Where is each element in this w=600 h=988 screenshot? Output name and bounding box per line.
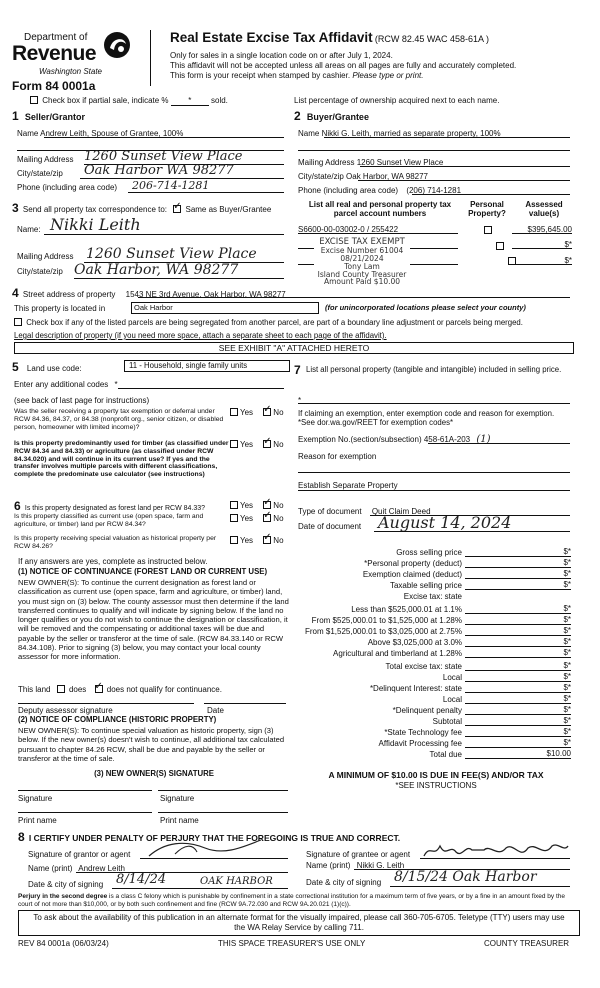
land-does-not-label: does not qualify for continuance. bbox=[106, 685, 222, 694]
s6-q2-no-label: No bbox=[273, 514, 284, 523]
s6-q1: Is this property designated as forest land per RCW 84.33? bbox=[24, 505, 206, 512]
fee-value[interactable]: $* bbox=[465, 738, 571, 748]
grantor-sig-line bbox=[140, 858, 288, 859]
fee-value[interactable] bbox=[465, 591, 571, 601]
fee-label: Gross selling price bbox=[396, 548, 462, 557]
additional-codes-row bbox=[14, 380, 118, 389]
s6-q2: Is this property classified as current use (open space, farm and agriculture, or timber) land per RCW 84.34? bbox=[14, 513, 204, 528]
reason-line-2 bbox=[298, 490, 570, 491]
additional-codes-line bbox=[118, 388, 284, 389]
seller-num: 1 bbox=[12, 109, 19, 123]
grantor-signature-drawing bbox=[145, 836, 265, 860]
personal-property-value[interactable]: * bbox=[298, 396, 302, 405]
land-does-label: does bbox=[68, 685, 87, 694]
correspondence-city-value[interactable]: Oak Harbor, WA 98277 bbox=[74, 262, 239, 278]
grantee-name-label: Name (print) bbox=[306, 861, 351, 870]
form-number: Form 84 0001a bbox=[12, 79, 96, 93]
seller-heading bbox=[12, 110, 85, 124]
s6-q1-yes-checkbox[interactable] bbox=[230, 501, 238, 509]
seller-mailing-value[interactable]: 1260 Sunset View Place bbox=[84, 149, 243, 164]
additional-codes-label: Enter any additional codes bbox=[14, 380, 109, 389]
fee-value[interactable]: $* bbox=[465, 558, 571, 568]
grantor-name-value[interactable]: Andrew Leith bbox=[78, 864, 125, 873]
new-owner-print-line-2 bbox=[158, 812, 288, 813]
form-title-ref: (RCW 82.45 WAC 458-61A ) bbox=[374, 34, 490, 44]
buyer-title: Buyer/Grantee bbox=[306, 112, 369, 122]
fee-value[interactable]: $10.00 bbox=[465, 749, 571, 759]
assessed-value-1-line bbox=[512, 233, 572, 234]
q2-yes-checkbox[interactable] bbox=[230, 440, 238, 448]
buyer-mailing-line bbox=[360, 166, 570, 167]
perjury-note bbox=[18, 893, 578, 909]
s6-q2-yes-label: Yes bbox=[240, 514, 254, 523]
grantor-sig-label: Signature of grantor or agent bbox=[28, 850, 131, 859]
exemption-no-label: Exemption No.(section/subsection) bbox=[298, 435, 422, 444]
fee-label: Subtotal bbox=[432, 717, 462, 726]
seller-phone-value[interactable]: 206-714-1281 bbox=[132, 179, 210, 192]
buyer-phone-value[interactable]: (206) 714-1281 bbox=[406, 186, 462, 195]
correspondence-num: 3 bbox=[12, 201, 19, 215]
certify-text: I CERTIFY UNDER PENALTY OF PERJURY THAT THE FOREGOING IS TRUE AND CORRECT. bbox=[28, 833, 401, 843]
legal-label: Legal description of property (if you need more space, attach a separate sheet to each page of the affidavit). bbox=[14, 331, 387, 340]
grantor-date-line bbox=[112, 888, 288, 889]
s6-q2-no-checkbox[interactable] bbox=[263, 514, 271, 522]
segregated-checkbox[interactable] bbox=[14, 318, 22, 326]
assessed-value-3-line bbox=[512, 264, 572, 265]
doc-date-value[interactable]: August 14, 2024 bbox=[378, 513, 512, 532]
notice1-text: NEW OWNER(S): To continue the current designation as forest land or classification as current use (open space, farm and agriculture, or timber) land, you must sign on (3) below. The county assessor must then determine if the land transferred continues to qualify and will indicate by signing below. If the land no longer qualifies or you do not wish to continue the designation or classification, it will be removed and the compensating or additional taxes will be due and payable by the seller or transferor at the time of sale. (RCW 84.33.140 or RCW 84.34.108). Prior to signing (3) below, you may contact your local county assessor for more information. bbox=[18, 578, 289, 661]
assessed-value-2-line bbox=[512, 248, 572, 249]
treasurer-stamp bbox=[314, 238, 410, 286]
seller-city-label: City/state/zip bbox=[17, 169, 63, 178]
fee-value[interactable]: $* bbox=[465, 683, 571, 693]
buyer-mailing-label: Mailing Address bbox=[298, 158, 355, 167]
reason-line-1 bbox=[298, 472, 570, 473]
buyer-phone-label: Phone (including area code) bbox=[298, 186, 399, 195]
s6-q3-no-checkbox[interactable] bbox=[263, 536, 271, 544]
fee-label: *Delinquent penalty bbox=[392, 706, 462, 715]
s6-q1-options bbox=[230, 501, 284, 510]
grantor-name-label: Name (print) bbox=[28, 864, 73, 873]
header-note-3-text: This form is your receipt when stamped by cashier. bbox=[170, 71, 351, 80]
new-owner-sig-line-1 bbox=[18, 790, 152, 791]
s6-q1-no-checkbox[interactable] bbox=[263, 501, 271, 509]
notice1-title: (1) NOTICE OF CONTINUANCE (FOREST LAND OR CURRENT USE) bbox=[18, 567, 268, 576]
fee-value[interactable]: $* bbox=[465, 615, 571, 625]
fee-label: Excise tax: state bbox=[403, 592, 462, 601]
s6-q3-yes-label: Yes bbox=[240, 536, 254, 545]
buyer-name-line bbox=[324, 137, 570, 138]
notice2-title: (2) NOTICE OF COMPLIANCE (HISTORIC PROPERTY) bbox=[18, 715, 217, 724]
street-label: Street address of property bbox=[22, 290, 116, 299]
new-owner-print-label-2: Print name bbox=[160, 816, 199, 825]
header-divider bbox=[150, 30, 151, 86]
exemption-no-hand: (1) bbox=[476, 434, 491, 445]
fee-label: Affidavit Processing fee bbox=[378, 739, 462, 748]
grantee-date-line bbox=[390, 886, 570, 887]
located-note: (for unincorporated locations please select your county) bbox=[325, 303, 526, 312]
parcel-row-3-line-a bbox=[298, 264, 314, 265]
fee-label: *State Technology fee bbox=[384, 728, 462, 737]
correspondence-label: Send all property tax correspondence to: bbox=[22, 205, 168, 214]
assessed-col-header: Assessed value(s) bbox=[525, 200, 563, 219]
partial-sale-sold: sold. bbox=[211, 96, 228, 105]
q1-yes-label: Yes bbox=[240, 408, 254, 417]
correspondence-city-line bbox=[74, 278, 284, 279]
buyer-name-value[interactable]: Nikki G. Leith, married as separate property, 100% bbox=[321, 129, 501, 138]
header-note-1: Only for sales in a single location code on or after July 1, 2024. bbox=[170, 51, 393, 60]
additional-codes-value[interactable]: * bbox=[114, 380, 118, 389]
grantor-date-label: Date & city of signing bbox=[28, 880, 104, 889]
land-use-q1: Was the seller receiving a property tax exemption or deferral under RCW 84.36, 84.37, or 84.38 (nonprofit org., senior citizen, or disabled person, homeowner with limited income)? bbox=[14, 408, 224, 431]
doc-type-label: Type of document bbox=[298, 507, 362, 516]
grantee-name-value[interactable]: Nikki G. Leith bbox=[356, 861, 405, 870]
parcel-row-1[interactable]: S6600-00-03002-0 / 255422 bbox=[298, 225, 399, 234]
stamp-line-3: 08/21/2024 bbox=[340, 253, 384, 263]
street-num: 4 bbox=[12, 286, 19, 300]
partial-sale-checkbox[interactable] bbox=[30, 96, 38, 104]
segregated-row bbox=[14, 318, 523, 328]
segregated-label: Check box if any of the listed parcels are being segregated from another parcel, are part of a boundary line adjustment or parcels being merged. bbox=[26, 318, 523, 327]
correspondence-heading bbox=[12, 202, 271, 216]
stamp-line-4: Tony Lam bbox=[344, 261, 380, 271]
same-as-buyer-checkbox[interactable] bbox=[173, 205, 181, 213]
land-use-row bbox=[12, 361, 82, 375]
land-use-q1-options bbox=[230, 408, 284, 417]
land-use-num: 5 bbox=[12, 360, 19, 374]
grantee-date-label: Date & city of signing bbox=[306, 878, 382, 887]
fee-label: Local bbox=[442, 673, 462, 682]
buyer-name-label: Name bbox=[298, 129, 320, 138]
fee-value[interactable]: $* bbox=[465, 547, 571, 557]
land-does-not-checkbox[interactable] bbox=[95, 685, 103, 693]
new-owner-print-line-1 bbox=[18, 812, 152, 813]
deputy-signature-label: Deputy assessor signature bbox=[18, 706, 113, 715]
fee-label: *Delinquent Interest: state bbox=[369, 684, 462, 693]
fee-value[interactable]: $* bbox=[465, 569, 571, 579]
seller-mailing-label: Mailing Address bbox=[17, 155, 74, 164]
seller-phone-line bbox=[128, 192, 284, 193]
accessibility-text: To ask about the availability of this publication in an alternate format for the visually impaired, please call 360-705-6705. Teletype (TTY) users may use the WA Relay Service by calling 711. bbox=[33, 913, 565, 932]
fee-label: *Personal property (deduct) bbox=[364, 559, 462, 568]
seller-phone-label: Phone (including area code) bbox=[17, 183, 118, 192]
fee-label: Total excise tax: state bbox=[385, 662, 462, 671]
new-owner-sig-line-2 bbox=[158, 790, 288, 791]
s6-q1-row bbox=[14, 500, 205, 514]
buyer-heading bbox=[294, 110, 369, 124]
stamp-line-6: Amount Paid $10.00 bbox=[323, 277, 401, 287]
exemption-no-value[interactable]: 458-61A-203 bbox=[423, 435, 471, 444]
partial-sale-value[interactable]: * bbox=[171, 96, 209, 106]
fee-label: Agricultural and timberland at 1.28% bbox=[333, 649, 462, 658]
s6-q1-yes-label: Yes bbox=[240, 501, 254, 510]
parcel-row-2-line-a bbox=[298, 248, 314, 249]
exemption-no-line bbox=[428, 443, 570, 444]
washington-state-text: Washington State bbox=[39, 67, 103, 76]
ownership-note: List percentage of ownership acquired next to each name. bbox=[294, 96, 500, 105]
fee-value[interactable]: $* bbox=[465, 604, 571, 614]
buyer-num: 2 bbox=[294, 109, 301, 123]
section7-heading bbox=[294, 364, 301, 378]
correspondence-city-label: City/state/zip bbox=[17, 267, 63, 276]
grantor-name-line bbox=[76, 872, 288, 873]
s6-q3-yes-checkbox[interactable] bbox=[230, 536, 238, 544]
buyer-phone-line bbox=[412, 194, 570, 195]
seller-title: Seller/Grantor bbox=[24, 112, 85, 122]
reason-label: Reason for exemption bbox=[298, 452, 377, 461]
assessed-value-2[interactable]: $* bbox=[564, 240, 572, 249]
fee-label: Exemption claimed (deduct) bbox=[362, 570, 462, 579]
s6-q3-no-label: No bbox=[273, 536, 284, 545]
fee-label: Taxable selling price bbox=[389, 581, 462, 590]
fee-value[interactable]: $* bbox=[465, 580, 571, 590]
section7-num: 7 bbox=[294, 363, 301, 377]
new-owner-sig-label-2: Signature bbox=[160, 794, 195, 803]
fee-value[interactable]: $* bbox=[465, 694, 571, 704]
section8-num: 8 bbox=[18, 830, 25, 844]
doc-type-value[interactable]: Quit Claim Deed bbox=[371, 507, 431, 516]
reason-value[interactable]: Establish Separate Property bbox=[298, 481, 398, 490]
fee-value[interactable]: $* bbox=[465, 727, 571, 737]
s6-if-any: If any answers are yes, complete as instructed below. bbox=[18, 557, 208, 566]
street-row bbox=[12, 287, 286, 301]
q1-no-label: No bbox=[273, 408, 284, 417]
q1-yes-checkbox[interactable] bbox=[230, 408, 238, 416]
seller-name-label: Name bbox=[17, 129, 39, 138]
grantee-date-value[interactable]: 8/15/24 Oak Harbor bbox=[394, 869, 537, 885]
correspondence-mailing-value[interactable]: 1260 Sunset View Place bbox=[86, 246, 257, 262]
see-back-note: (see back of last page for instructions) bbox=[14, 396, 150, 405]
s6-q3: Is this property receiving special valuation as historical property per RCW 84.26? bbox=[14, 535, 217, 550]
land-does-checkbox[interactable] bbox=[57, 685, 65, 693]
land-use-value: 11 - Household, single family units bbox=[129, 361, 248, 370]
fee-label: Above $3,025,000 at 3.0% bbox=[367, 638, 462, 647]
partial-sale-label: Check box if partial sale, indicate % bbox=[42, 96, 169, 105]
parcel-row-3-line-b bbox=[410, 264, 458, 265]
seller-city-value[interactable]: Oak Harbor WA 98277 bbox=[84, 163, 234, 178]
fee-label: Less than $525,000.01 at 1.1% bbox=[351, 605, 462, 614]
s6-q2-options bbox=[230, 514, 284, 523]
personal-property-line bbox=[298, 403, 570, 404]
parcel-row-1-line bbox=[298, 233, 458, 234]
q2-yes-label: Yes bbox=[240, 440, 254, 449]
legal-description-value: SEE EXHIBIT "A" ATTACHED HERETO bbox=[218, 343, 370, 353]
fee-value[interactable]: $* bbox=[465, 626, 571, 636]
assessed-value-3[interactable]: $* bbox=[564, 256, 572, 265]
personal-col-header: Personal Property? bbox=[468, 200, 506, 219]
fee-value[interactable]: $* bbox=[465, 705, 571, 715]
new-owner-print-label-1: Print name bbox=[18, 816, 57, 825]
this-land-row bbox=[18, 685, 222, 694]
partial-sale-row bbox=[30, 96, 228, 106]
located-select[interactable] bbox=[131, 302, 319, 314]
buyer-mailing-value[interactable]: 1260 Sunset View Place bbox=[356, 158, 444, 167]
fee-label: From $1,525,000.01 to $3,025,000 at 2.75% bbox=[304, 627, 462, 636]
grantee-sig-line bbox=[420, 858, 570, 859]
seller-name-value[interactable]: Andrew Leith, Spouse of Grantee, 100% bbox=[40, 129, 184, 138]
seller-mailing-row bbox=[17, 155, 73, 164]
dor-logo bbox=[12, 30, 132, 82]
this-land-label: This land bbox=[18, 685, 51, 694]
new-owner-sig-label-1: Signature bbox=[18, 794, 53, 803]
notice2-text: NEW OWNER(S): To continue special valuation as historic property, sign (3) below. If the new owner(s) doesn't wish to continue, all additional tax calculated pursuant to chapter 84.26 RCW, shall be due and payable by the seller or transferor at the time of sale. bbox=[18, 726, 285, 763]
doc-date-line bbox=[374, 531, 570, 532]
correspondence-name-line bbox=[44, 234, 284, 235]
fee-value[interactable]: $* bbox=[465, 661, 571, 671]
correspondence-name-value[interactable]: Nikki Leith bbox=[50, 215, 141, 234]
buyer-city-line bbox=[358, 180, 570, 181]
stamp-line-2: Excise Number 61004 bbox=[320, 245, 404, 255]
stamp-line-5: Island County Treasurer bbox=[317, 269, 407, 279]
seller-name-line bbox=[44, 137, 284, 138]
located-value: Oak Harbor bbox=[134, 303, 173, 312]
q1-no-checkbox[interactable] bbox=[263, 408, 271, 416]
s6-q3-options bbox=[230, 536, 284, 545]
notice3-title: (3) NEW OWNER(S) SIGNATURE bbox=[94, 769, 214, 778]
fee-value[interactable]: $* bbox=[465, 648, 571, 658]
footer-right: COUNTY TREASURER bbox=[484, 939, 570, 948]
correspondence-name-label: Name: bbox=[17, 225, 41, 234]
land-use-q2-options bbox=[230, 440, 284, 449]
minimum-line-2: *SEE INSTRUCTIONS bbox=[395, 781, 477, 790]
header-note-3 bbox=[170, 71, 423, 80]
street-line bbox=[138, 297, 570, 298]
fee-label: From $525,000.01 to $1,525,000 at 1.28% bbox=[311, 616, 462, 625]
street-value[interactable]: 1543 NE 3rd Avenue, Oak Harbor, WA 98277 bbox=[125, 290, 286, 299]
fee-value[interactable]: $* bbox=[465, 716, 571, 726]
fee-label: Local bbox=[442, 695, 462, 704]
land-use-select[interactable] bbox=[124, 360, 290, 372]
exemption-label: If claiming an exemption, enter exemption code and reason for exemption. *See dor.wa.gov/REET for exemption codes* bbox=[298, 409, 555, 427]
personal-property-checkbox-1[interactable] bbox=[484, 226, 492, 234]
parcel-col-header: List all real and personal property tax parcel account numbers bbox=[308, 200, 452, 219]
personal-property-checkbox-2[interactable] bbox=[496, 242, 504, 250]
same-as-buyer-label: Same as Buyer/Grantee bbox=[185, 205, 272, 214]
fee-value[interactable]: $* bbox=[465, 672, 571, 682]
grantee-sig-label: Signature of grantee or agent bbox=[306, 850, 411, 859]
land-use-q2: Is this property predominantly used for timber (as classified under RCW 84.34 and 84.33) or agriculture (as classified under RCW 84.34.020) and will continue in its current use? If yes and the transfer involves multiple parcels with different classifications, complete the predominate use calculator (see instructions) bbox=[14, 440, 229, 479]
fee-label: Total due bbox=[429, 750, 462, 759]
form-title-text: Real Estate Excise Tax Affidavit bbox=[170, 30, 373, 45]
footer-left: REV 84 0001a (06/03/24) bbox=[18, 939, 109, 948]
revenue-text: Revenue bbox=[12, 42, 97, 65]
dor-swirl-icon bbox=[102, 30, 132, 60]
buyer-city-label: City/state/zip bbox=[298, 172, 344, 181]
located-label: This property is located in bbox=[14, 304, 106, 313]
assessed-value-1[interactable]: $395,645.00 bbox=[527, 225, 572, 234]
q2-no-label: No bbox=[273, 440, 284, 449]
legal-description-box[interactable] bbox=[14, 342, 574, 354]
accessibility-box bbox=[18, 910, 580, 936]
header-note-2: This affidavit will not be accepted unless all areas on all pages are fully and accurately completed. bbox=[170, 61, 517, 70]
dept-of-text: Department of bbox=[24, 32, 88, 43]
s6-q2-yes-checkbox[interactable] bbox=[230, 514, 238, 522]
form-title bbox=[170, 30, 489, 46]
parcel-row-2-line-b bbox=[410, 248, 458, 249]
deputy-signature-line bbox=[18, 703, 194, 704]
deputy-date-line bbox=[204, 703, 286, 704]
correspondence-mailing-label: Mailing Address bbox=[17, 252, 74, 261]
doc-date-label: Date of document bbox=[298, 522, 362, 531]
stamp-line-1: EXCISE TAX EXEMPT bbox=[319, 237, 405, 247]
q2-no-checkbox[interactable] bbox=[263, 440, 271, 448]
header-note-3-italic: Please type or print. bbox=[352, 71, 424, 80]
grantor-date-value[interactable]: 8/14/24 bbox=[116, 872, 167, 887]
section7-label: List all personal property (tangible and intangible) included in selling price. bbox=[306, 365, 562, 374]
deputy-date-label: Date bbox=[207, 706, 224, 715]
minimum-line-1: A MINIMUM OF $10.00 IS DUE IN FEE(S) AND/OR TAX bbox=[328, 770, 544, 780]
land-use-label: Land use code: bbox=[26, 364, 82, 373]
buyer-blank-line bbox=[298, 150, 570, 151]
perjury-bold: Perjury in the second degree bbox=[18, 893, 108, 900]
fee-value[interactable]: $* bbox=[465, 637, 571, 647]
s6-num: 6 bbox=[14, 499, 21, 513]
buyer-city-value[interactable]: Oak Harbor, WA 98277 bbox=[346, 172, 428, 181]
grantor-city-value[interactable]: OAK HARBOR bbox=[200, 876, 273, 887]
s6-q1-no-label: No bbox=[273, 501, 284, 510]
perjury-text: is a class C felony which is punishable by confinement in a state correctional institution for a maximum term of five years, or by a fine in an amount fixed by the court of not more than $10,000, or by both such confinement and fine (RCW 9A.72.030 and RCW 9A.20.021 (1)(c)). bbox=[18, 893, 565, 908]
footer-center: THIS SPACE TREASURER'S USE ONLY bbox=[218, 939, 366, 948]
